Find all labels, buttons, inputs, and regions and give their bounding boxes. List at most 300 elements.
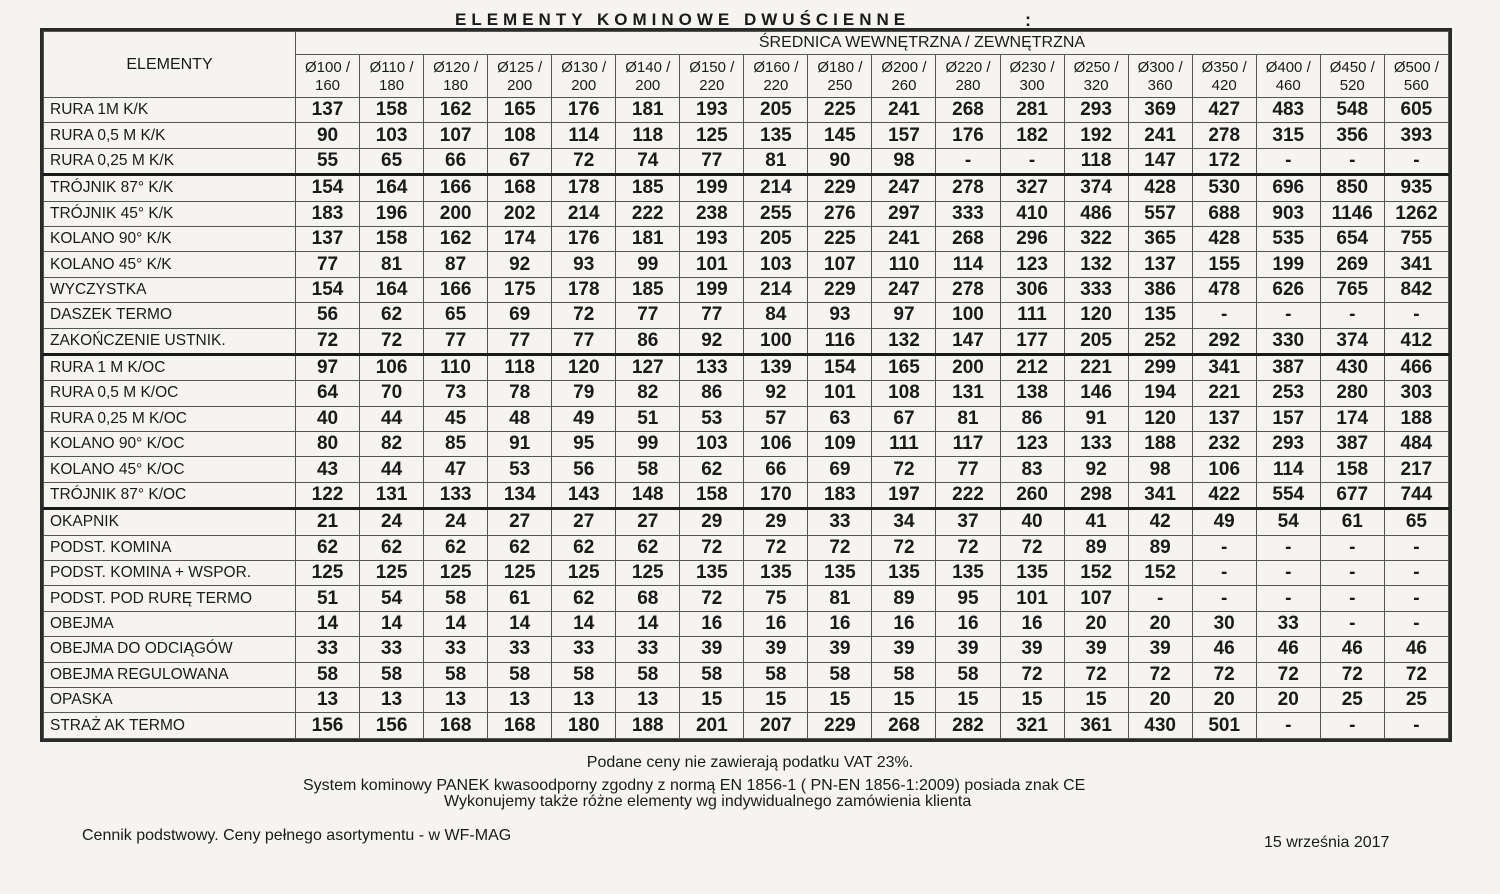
price-cell: 79: [552, 381, 616, 406]
price-cell: 16: [680, 611, 744, 636]
table-row: [44, 98, 1449, 123]
element-name: KOLANO 90° K/K: [44, 226, 296, 251]
table-row: [44, 328, 1449, 354]
price-cell: 428: [1192, 226, 1256, 251]
price-cell: 97: [296, 354, 360, 380]
price-cell: 67: [872, 406, 936, 431]
price-cell: 123: [1000, 432, 1064, 457]
table-row: [44, 277, 1449, 302]
price-cell: 77: [616, 303, 680, 328]
diameter-inner: Ø160 /: [753, 59, 799, 76]
custom-order-note: Wykonujemy także różne elementy wg indywidualnego zamówienia klienta: [444, 793, 972, 810]
table-row: [44, 123, 1449, 148]
diameter-header: [1320, 55, 1384, 98]
price-cell: 117: [936, 432, 1000, 457]
element-name: ZAKOŃCZENIE USTNIK.: [44, 328, 296, 354]
price-cell: 154: [808, 354, 872, 380]
price-cell: 176: [552, 226, 616, 251]
price-cell: 199: [680, 175, 744, 201]
table-row: [44, 509, 1449, 535]
price-cell: 269: [1320, 252, 1384, 277]
diameter-header: [872, 55, 936, 98]
price-cell: 430: [1128, 713, 1192, 738]
price-cell: 935: [1384, 175, 1448, 201]
price-cell: 185: [616, 175, 680, 201]
price-cell: 114: [552, 123, 616, 148]
price-cell: 33: [424, 637, 488, 662]
price-cell: 72: [808, 535, 872, 560]
table-row: [44, 662, 1449, 687]
price-cell: 107: [808, 252, 872, 277]
price-cell: 51: [296, 586, 360, 611]
price-cell: 755: [1384, 226, 1448, 251]
diameter-header: [1128, 55, 1192, 98]
price-cell: 137: [296, 98, 360, 123]
price-cell: 133: [680, 354, 744, 380]
price-cell: 98: [872, 148, 936, 174]
price-cell: 92: [1064, 457, 1128, 482]
diameter-inner: Ø250 /: [1073, 59, 1119, 76]
price-cell: 172: [1192, 148, 1256, 174]
price-cell: 63: [808, 406, 872, 431]
price-cell: -: [1000, 148, 1064, 174]
price-cell: 97: [872, 303, 936, 328]
price-cell: 62: [424, 535, 488, 560]
price-cell: 77: [936, 457, 1000, 482]
price-cell: 62: [360, 535, 424, 560]
diameter-outer: 200: [635, 77, 661, 94]
price-cell: 241: [872, 98, 936, 123]
price-cell: 268: [872, 713, 936, 738]
price-cell: 58: [552, 662, 616, 687]
price-cell: 39: [744, 637, 808, 662]
price-cell: 135: [1000, 561, 1064, 586]
price-cell: 16: [872, 611, 936, 636]
price-cell: 14: [296, 611, 360, 636]
element-name: OBEJMA DO ODCIĄGÓW: [44, 637, 296, 662]
price-cell: 180: [552, 713, 616, 738]
price-cell: 64: [296, 381, 360, 406]
diameter-inner: Ø300 /: [1137, 59, 1183, 76]
diameter-header: [424, 55, 488, 98]
price-cell: 296: [1000, 226, 1064, 251]
price-cell: 177: [1000, 328, 1064, 354]
price-cell: 118: [1064, 148, 1128, 174]
price-cell: 166: [424, 277, 488, 302]
price-cell: 72: [872, 457, 936, 482]
price-cell: 135: [1128, 303, 1192, 328]
price-cell: 33: [488, 637, 552, 662]
price-cell: 330: [1256, 328, 1320, 354]
price-cell: 535: [1256, 226, 1320, 251]
price-cell: 13: [488, 687, 552, 712]
element-name: KOLANO 90° K/OC: [44, 432, 296, 457]
price-cell: 145: [808, 123, 872, 148]
price-cell: 214: [744, 175, 808, 201]
price-table-frame: [40, 28, 1452, 742]
price-cell: 72: [680, 535, 744, 560]
price-cell: 374: [1064, 175, 1128, 201]
price-cell: 34: [872, 509, 936, 535]
price-cell: 114: [1256, 457, 1320, 482]
price-cell: -: [1256, 586, 1320, 611]
price-cell: 92: [488, 252, 552, 277]
price-cell: 260: [1000, 482, 1064, 508]
price-cell: 229: [808, 277, 872, 302]
price-cell: -: [1256, 303, 1320, 328]
price-cell: 298: [1064, 482, 1128, 508]
price-cell: 77: [680, 148, 744, 174]
price-cell: 1262: [1384, 201, 1448, 226]
price-cell: 225: [808, 226, 872, 251]
price-cell: 46: [1384, 637, 1448, 662]
price-cell: 120: [1128, 406, 1192, 431]
price-cell: 478: [1192, 277, 1256, 302]
price-cell: 166: [424, 175, 488, 201]
price-cell: 74: [616, 148, 680, 174]
price-cell: 58: [360, 662, 424, 687]
price-cell: 20: [1128, 611, 1192, 636]
element-name: RURA 0,5 M K/K: [44, 123, 296, 148]
price-cell: 33: [616, 637, 680, 662]
price-cell: 54: [1256, 509, 1320, 535]
price-cell: 139: [744, 354, 808, 380]
price-cell: 221: [1192, 381, 1256, 406]
price-cell: 299: [1128, 354, 1192, 380]
diameter-header: [744, 55, 808, 98]
price-cell: 158: [360, 226, 424, 251]
price-cell: 214: [552, 201, 616, 226]
price-cell: 62: [552, 535, 616, 560]
diameter-inner: Ø450 /: [1329, 59, 1375, 76]
price-cell: -: [1320, 713, 1384, 738]
price-cell: 81: [808, 586, 872, 611]
price-cell: 131: [360, 482, 424, 508]
price-cell: 65: [360, 148, 424, 174]
table-row: [44, 354, 1449, 380]
price-cell: 178: [552, 175, 616, 201]
price-cell: 14: [360, 611, 424, 636]
price-cell: 765: [1320, 277, 1384, 302]
diameter-outer: 300: [1019, 77, 1045, 94]
price-cell: 200: [936, 354, 1000, 380]
price-cell: 111: [872, 432, 936, 457]
price-cell: 222: [936, 482, 1000, 508]
price-cell: 55: [296, 148, 360, 174]
price-cell: 46: [1192, 637, 1256, 662]
price-cell: 156: [296, 713, 360, 738]
price-cell: 207: [744, 713, 808, 738]
price-cell: 341: [1384, 252, 1448, 277]
price-cell: 103: [744, 252, 808, 277]
price-cell: 72: [1128, 662, 1192, 687]
price-cell: 85: [424, 432, 488, 457]
price-cell: 297: [872, 201, 936, 226]
price-cell: 176: [552, 98, 616, 123]
table-row: [44, 637, 1449, 662]
diameter-outer: 260: [891, 77, 917, 94]
price-cell: 486: [1064, 201, 1128, 226]
price-cell: 46: [1320, 637, 1384, 662]
diameter-header: [616, 55, 680, 98]
price-cell: -: [1192, 586, 1256, 611]
price-cell: 58: [296, 662, 360, 687]
diameter-outer: 360: [1147, 77, 1173, 94]
price-cell: 33: [1256, 611, 1320, 636]
table-row: [44, 611, 1449, 636]
price-cell: 221: [1064, 354, 1128, 380]
price-cell: 77: [424, 328, 488, 354]
price-cell: 47: [424, 457, 488, 482]
price-cell: 164: [360, 277, 424, 302]
price-cell: 83: [1000, 457, 1064, 482]
price-cell: 29: [744, 509, 808, 535]
price-cell: 229: [808, 175, 872, 201]
header-row-span: [44, 32, 1449, 55]
price-cell: -: [1192, 561, 1256, 586]
price-cell: 205: [744, 226, 808, 251]
price-cell: -: [1384, 561, 1448, 586]
price-cell: 199: [1256, 252, 1320, 277]
price-cell: 89: [872, 586, 936, 611]
price-cell: 89: [1064, 535, 1128, 560]
price-cell: 95: [936, 586, 1000, 611]
price-cell: 80: [296, 432, 360, 457]
table-row: [44, 713, 1449, 738]
price-cell: 72: [936, 535, 1000, 560]
table-row: [44, 482, 1449, 508]
price-cell: 466: [1384, 354, 1448, 380]
element-name: RURA 0,25 M K/OC: [44, 406, 296, 431]
diameter-inner: Ø400 /: [1265, 59, 1311, 76]
price-cell: 125: [488, 561, 552, 586]
price-cell: -: [1320, 148, 1384, 174]
diameter-span-header: ŚREDNICA WEWNĘTRZNA / ZEWNĘTRZNA: [296, 32, 1449, 55]
price-cell: 200: [424, 201, 488, 226]
price-cell: 65: [424, 303, 488, 328]
price-cell: 24: [360, 509, 424, 535]
price-cell: 222: [616, 201, 680, 226]
price-cell: 155: [1192, 252, 1256, 277]
price-cell: 89: [1128, 535, 1192, 560]
price-cell: 72: [360, 328, 424, 354]
price-cell: 99: [616, 252, 680, 277]
vat-note: Podane ceny nie zawierają podatku VAT 23%.: [586, 754, 914, 771]
table-row: [44, 175, 1449, 201]
price-cell: -: [1384, 535, 1448, 560]
price-cell: 39: [808, 637, 872, 662]
price-cell: 1146: [1320, 201, 1384, 226]
price-cell: 40: [296, 406, 360, 431]
price-cell: 15: [936, 687, 1000, 712]
price-cell: 174: [1320, 406, 1384, 431]
diameter-inner: Ø130 /: [561, 59, 607, 76]
price-cell: 51: [616, 406, 680, 431]
price-cell: 61: [488, 586, 552, 611]
price-cell: 25: [1320, 687, 1384, 712]
price-cell: 58: [488, 662, 552, 687]
price-cell: 135: [680, 561, 744, 586]
price-cell: -: [1256, 148, 1320, 174]
table-row: [44, 432, 1449, 457]
price-cell: 44: [360, 406, 424, 431]
price-cell: 293: [1064, 98, 1128, 123]
price-cell: 72: [872, 535, 936, 560]
diameter-header: [1384, 55, 1448, 98]
price-cell: 101: [808, 381, 872, 406]
price-cell: 125: [680, 123, 744, 148]
price-cell: 57: [744, 406, 808, 431]
diameter-inner: Ø200 /: [881, 59, 927, 76]
price-cell: 196: [360, 201, 424, 226]
diameter-inner: Ø100 /: [305, 59, 351, 76]
price-cell: 21: [296, 509, 360, 535]
price-cell: 107: [424, 123, 488, 148]
price-cell: 156: [360, 713, 424, 738]
diameter-inner: Ø230 /: [1009, 59, 1055, 76]
table-row: [44, 535, 1449, 560]
price-cell: 315: [1256, 123, 1320, 148]
element-name: RURA 0,25 M K/K: [44, 148, 296, 174]
price-cell: -: [1320, 561, 1384, 586]
price-cell: 58: [424, 662, 488, 687]
diameter-header: [680, 55, 744, 98]
price-cell: 53: [680, 406, 744, 431]
price-cell: -: [1320, 303, 1384, 328]
price-cell: 82: [616, 381, 680, 406]
diameter-header: [1064, 55, 1128, 98]
price-cell: 58: [616, 457, 680, 482]
price-cell: 33: [808, 509, 872, 535]
price-cell: 164: [360, 175, 424, 201]
price-cell: 90: [808, 148, 872, 174]
price-cell: 361: [1064, 713, 1128, 738]
price-cell: 428: [1128, 175, 1192, 201]
price-cell: -: [936, 148, 1000, 174]
price-cell: 72: [1000, 535, 1064, 560]
price-cell: 39: [680, 637, 744, 662]
price-cell: 58: [872, 662, 936, 687]
price-cell: 281: [1000, 98, 1064, 123]
diameter-inner: Ø120 /: [433, 59, 479, 76]
price-cell: 132: [872, 328, 936, 354]
price-cell: 68: [616, 586, 680, 611]
price-cell: 850: [1320, 175, 1384, 201]
price-table-body: [44, 98, 1449, 739]
diameter-header: [296, 55, 360, 98]
price-cell: 183: [296, 201, 360, 226]
price-cell: -: [1192, 535, 1256, 560]
price-cell: 341: [1192, 354, 1256, 380]
price-cell: 341: [1128, 482, 1192, 508]
price-cell: 69: [808, 457, 872, 482]
price-cell: 44: [360, 457, 424, 482]
price-cell: 72: [1384, 662, 1448, 687]
price-cell: 13: [616, 687, 680, 712]
price-cell: 56: [552, 457, 616, 482]
price-cell: 13: [424, 687, 488, 712]
price-cell: 111: [1000, 303, 1064, 328]
price-cell: 58: [680, 662, 744, 687]
price-cell: 29: [680, 509, 744, 535]
price-cell: 369: [1128, 98, 1192, 123]
price-cell: 157: [872, 123, 936, 148]
price-cell: 193: [680, 226, 744, 251]
price-cell: 24: [424, 509, 488, 535]
price-cell: 109: [808, 432, 872, 457]
document-title: ELEMENTY KOMINOWE DWUŚCIENNE: [455, 10, 911, 29]
price-cell: 86: [680, 381, 744, 406]
element-name: KOLANO 45° K/K: [44, 252, 296, 277]
price-cell: 72: [1064, 662, 1128, 687]
price-cell: 214: [744, 277, 808, 302]
element-name: RURA 0,5 M K/OC: [44, 381, 296, 406]
price-cell: 501: [1192, 713, 1256, 738]
price-cell: 157: [1256, 406, 1320, 431]
price-cell: 154: [296, 175, 360, 201]
price-cell: 58: [616, 662, 680, 687]
price-cell: 108: [872, 381, 936, 406]
price-cell: 77: [488, 328, 552, 354]
price-cell: 168: [488, 713, 552, 738]
price-cell: 92: [680, 328, 744, 354]
price-cell: 306: [1000, 277, 1064, 302]
diameter-header: [360, 55, 424, 98]
price-cell: 176: [936, 123, 1000, 148]
price-cell: 123: [1000, 252, 1064, 277]
price-cell: 15: [680, 687, 744, 712]
price-cell: 16: [744, 611, 808, 636]
price-cell: 386: [1128, 277, 1192, 302]
diameter-outer: 160: [315, 77, 341, 94]
price-cell: 201: [680, 713, 744, 738]
price-cell: 120: [552, 354, 616, 380]
price-cell: 62: [360, 303, 424, 328]
diameter-header: [488, 55, 552, 98]
price-cell: 77: [552, 328, 616, 354]
diameter-outer: 280: [955, 77, 981, 94]
price-cell: 101: [1000, 586, 1064, 611]
price-cell: 192: [1064, 123, 1128, 148]
price-table: [43, 31, 1449, 739]
price-cell: 16: [808, 611, 872, 636]
price-cell: 530: [1192, 175, 1256, 201]
price-cell: 134: [488, 482, 552, 508]
diameter-outer: 200: [571, 77, 597, 94]
price-cell: 54: [360, 586, 424, 611]
price-cell: 412: [1384, 328, 1448, 354]
price-cell: 72: [1192, 662, 1256, 687]
price-cell: 101: [680, 252, 744, 277]
element-name: OBEJMA REGULOWANA: [44, 662, 296, 687]
element-name: WYCZYSTKA: [44, 277, 296, 302]
price-cell: 92: [744, 381, 808, 406]
price-cell: -: [1384, 713, 1448, 738]
price-cell: 62: [680, 457, 744, 482]
price-cell: 193: [680, 98, 744, 123]
price-cell: -: [1320, 611, 1384, 636]
price-cell: 365: [1128, 226, 1192, 251]
element-name: DASZEK TERMO: [44, 303, 296, 328]
price-cell: 158: [1320, 457, 1384, 482]
price-cell: 103: [680, 432, 744, 457]
price-cell: -: [1384, 303, 1448, 328]
price-cell: -: [1384, 611, 1448, 636]
title-mark: :: [1025, 10, 1031, 30]
element-name: OBEJMA: [44, 611, 296, 636]
price-cell: 162: [424, 98, 488, 123]
price-cell: 147: [936, 328, 1000, 354]
